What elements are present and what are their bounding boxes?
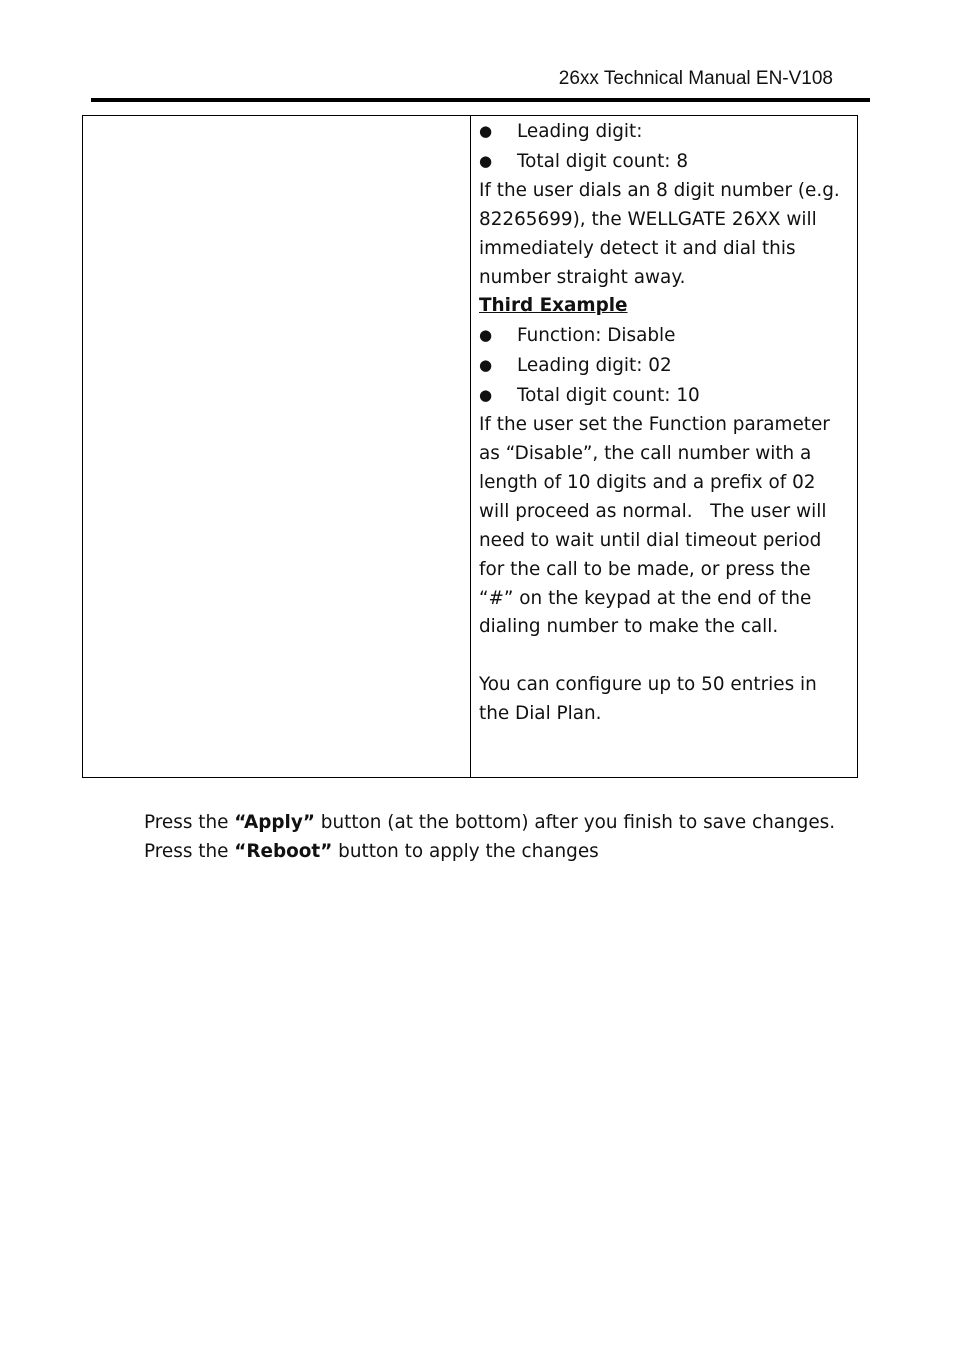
instruction-text: button to apply the changes <box>332 841 599 862</box>
paragraph-line: You can configure up to 50 entries in <box>479 674 817 696</box>
paragraph-line: the Dial Plan. <box>479 703 602 725</box>
paragraph-line: “#” on the keypad at the end of the <box>479 587 812 609</box>
paragraph-line: length of 10 digits and a prefix of 02 <box>479 471 816 493</box>
bullet-icon: ● <box>479 386 493 405</box>
page-header-title: 26xx Technical Manual EN-V108 <box>558 68 833 89</box>
list-item-text: Total digit count: 8 <box>517 150 689 172</box>
paragraph-line: dialing number to make the call. <box>479 616 779 638</box>
bullet-icon: ● <box>479 356 493 375</box>
paragraph-line: for the call to be made, or press the <box>479 558 811 580</box>
bullet-icon: ● <box>479 151 493 170</box>
paragraph-line: immediately detect it and dial this <box>479 237 796 259</box>
list-item <box>479 117 857 147</box>
list-item <box>479 321 857 351</box>
list-item-text: Leading digit: 02 <box>517 355 672 377</box>
paragraph-line: need to wait until dial timeout period <box>479 529 822 551</box>
table-column-divider <box>470 116 471 777</box>
bullet-icon: ● <box>479 122 493 140</box>
paragraph-line: If the user dials an 8 digit number (e.g. <box>479 179 840 201</box>
example-title: Third Example <box>479 295 628 317</box>
table-right-cell <box>479 116 857 729</box>
instruction-text: Press the <box>144 812 235 833</box>
instruction-apply <box>144 808 835 837</box>
apply-label: “Apply” <box>234 812 315 833</box>
dial-plan-table <box>82 115 858 778</box>
bullet-icon: ● <box>479 326 493 345</box>
list-item <box>479 147 857 177</box>
instruction-text: button (at the bottom) after you finish to save changes. <box>314 812 836 833</box>
paragraph-line: If the user set the Function parameter <box>479 414 830 436</box>
paragraph-line: as “Disable”, the call number with a <box>479 442 812 464</box>
reboot-label: “Reboot” <box>234 841 333 862</box>
list-item-text: Leading digit: <box>517 121 643 142</box>
list-item <box>479 351 857 381</box>
instructions <box>144 808 835 866</box>
paragraph-line: will proceed as normal. The user will <box>479 500 827 522</box>
paragraph-line: number straight away. <box>479 266 686 288</box>
instruction-text: Press the <box>144 841 235 862</box>
list-item-text: Function: Disable <box>517 325 676 347</box>
instruction-reboot <box>144 837 835 866</box>
list-item <box>479 381 857 411</box>
paragraph-line: 82265699), the WELLGATE 26XX will <box>479 208 817 230</box>
list-item-text: Total digit count: 10 <box>517 385 700 407</box>
header-rule <box>91 98 870 102</box>
paragraph-spacer <box>479 642 857 671</box>
